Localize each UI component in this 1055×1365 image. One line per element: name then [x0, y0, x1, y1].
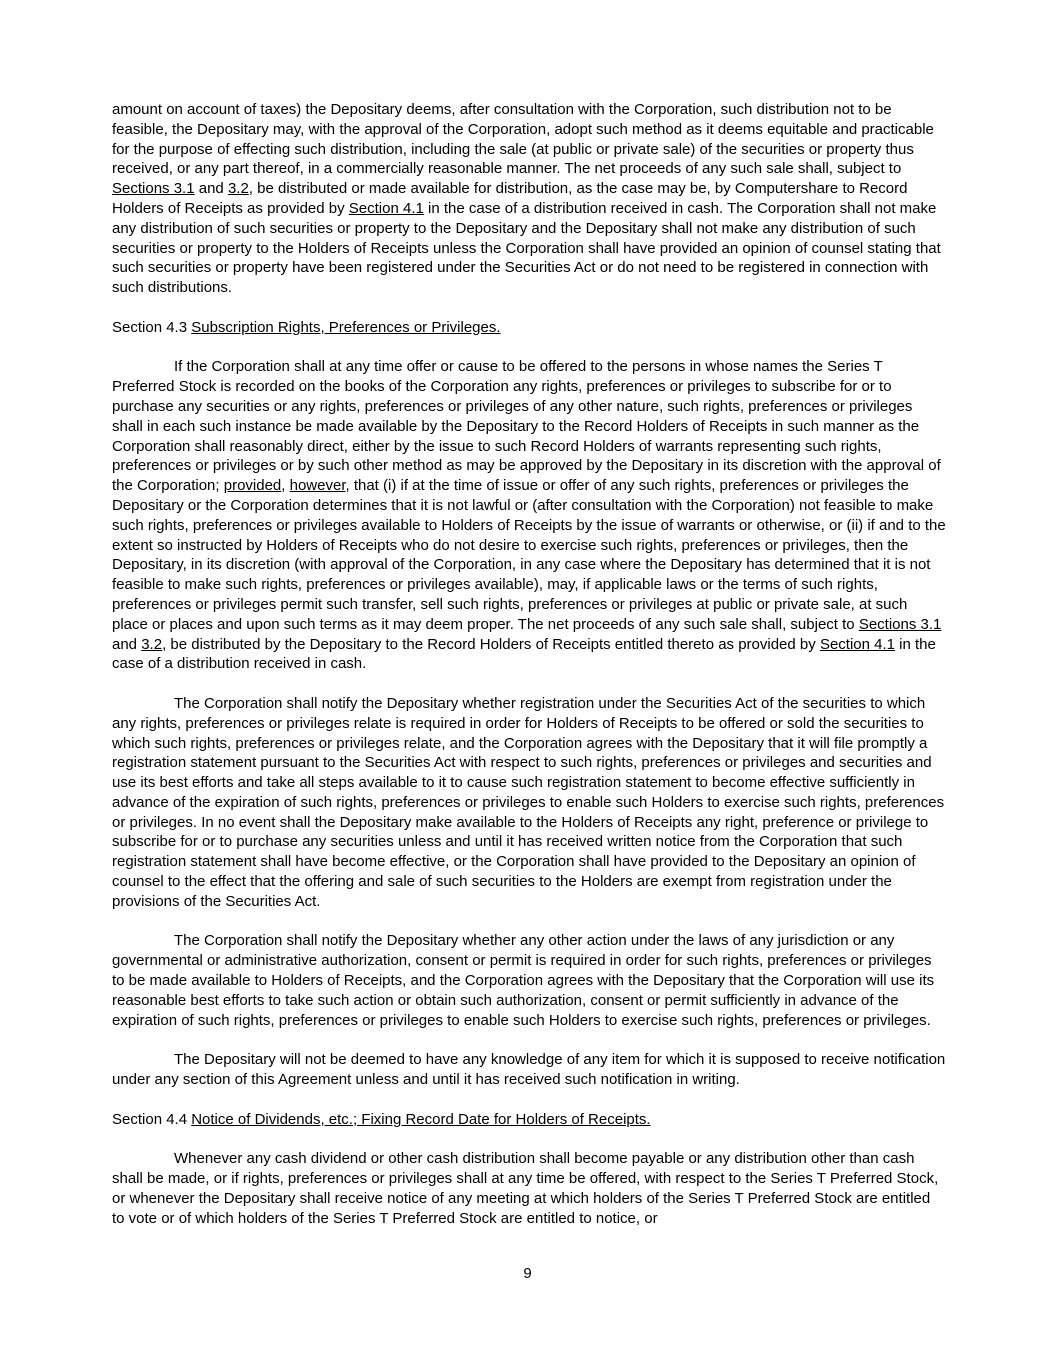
paragraph-notice-of-dividends: Whenever any cash dividend or other cash distribution shall become payable or any distribution other than cash shall be made, or if rights, preferences or privileges shall at any time be offered, with respect to the Series T Preferred Stock, or whenever the Depositary shall receive notice of any meeting at which holders of the Series T Preferred Stock are entitled to vote or of which holders of the Series T Preferred Stock are entitled to notice, or: [112, 1150, 939, 1227]
paragraph-subscription-rights: [112, 357, 946, 674]
page-body: [112, 100, 946, 1248]
section-heading-4-3: [112, 318, 946, 338]
paragraph-text: and: [194, 180, 228, 198]
paragraph-text: in the case of a distribution received in cash.: [112, 635, 936, 673]
section-reference: Sections 3.1: [858, 615, 942, 633]
emphasis-term: provided: [223, 477, 282, 495]
paragraph-knowledge: The Depositary will not be deemed to have any knowledge of any item for which it is supposed to receive notification under any section of this Agreement unless and until it has received such notification in writing.: [112, 1051, 946, 1089]
section-heading-4-4: [112, 1110, 946, 1130]
paragraph-continuation: [112, 100, 946, 298]
paragraph-text: and: [112, 635, 142, 653]
paragraph-text: If the Corporation shall at any time offer or cause to be offered to the persons in whose names the Series T Preferred Stock is recorded on the books of the Corporation any rights, preferences or privileges to subscribe for or to purchase any securities or any rights, preferences or privileges of any other nature, such rights, preferences or privileges shall in each such instance be made available by the Depositary to the Record Holders of Receipts in such manner as the Corporation shall reasonably direct, either by the issue to such Record Holders of warrants representing such rights, preferences or privileges or by such other method as may be approved by the Depositary in its discretion with the approval of the Corporation;: [112, 358, 941, 495]
paragraph-registration: The Corporation shall notify the Depositary whether registration under the Securities Act of the securities to which any rights, preferences or privileges relate is required in order for Holders of Receipts to be offered or sold the securities to which such rights, preferences or privileges relate, and the Corporation agrees with the Depositary that it will file promptly a registration statement pursuant to the Securities Act with respect to such rights, preferences or privileges and securities and use its best efforts and take all steps available to it to cause such registration statement to become effective sufficiently in advance of the expiration of such rights, preferences or privileges to enable such Holders to exercise such rights, preferences or privileges. In no event shall the Depositary make available to the Holders of Receipts any right, preference or privilege to subscribe for or to purchase any securities unless and until it has received written notice from the Corporation that such registration statement shall have become effective, or the Corporation shall have provided to the Depositary an opinion of counsel to the effect that the offering and sale of such securities to the Holders are exempt from registration under the provisions of the Securities Act.: [112, 694, 945, 910]
page-number: 9: [523, 1265, 532, 1282]
section-reference: Sections 3.1: [112, 180, 195, 198]
section-reference: Section 4.1: [819, 635, 895, 653]
emphasis-term: however: [289, 477, 346, 495]
section-reference: 3.2: [141, 635, 163, 653]
section-number: Section 4.3: [112, 318, 192, 336]
paragraph-text: ,: [281, 477, 290, 495]
section-title: Subscription Rights, Preferences or Privileges.: [191, 318, 501, 336]
section-number: Section 4.4: [112, 1110, 192, 1128]
section-reference: 3.2: [227, 180, 249, 198]
paragraph-text: in the case of a distribution received in cash. The Corporation shall not make any distribution of such securities or property to the Depositary and the Depositary shall not make any distribution of such securities or property to the Holders of Receipts unless the Corporation shall have provided an opinion of counsel stating that such securities or property have been registered under the Securities Act or do not need to be registered in connection with such distributions.: [112, 199, 941, 297]
paragraph-text: , be distributed or made available for distribution, as the case may be, by Computershare to Record Holders of Receipts as provided by: [112, 180, 908, 217]
section-title: Notice of Dividends, etc.; Fixing Record Date for Holders of Receipts.: [191, 1110, 651, 1128]
section-reference: Section 4.1: [348, 199, 424, 217]
paragraph-text: , be distributed by the Depositary to the Record Holders of Receipts entitled thereto as provided by: [162, 635, 820, 653]
paragraph-other-action: The Corporation shall notify the Depositary whether any other action under the laws of any jurisdiction or any governmental or administrative authorization, consent or permit is required in order for such rights, preferences or privileges to be made available to Holders of Receipts, and the Corporation agrees with the Depositary that the Corporation will use its reasonable best efforts to take such action or obtain such authorization, consent or permit sufficiently in advance of the expiration of such rights, preferences or privileges to enable such Holders to exercise such rights, preferences or privileges.: [112, 932, 935, 1029]
paragraph-text: amount on account of taxes) the Depositary deems, after consultation with the Corporation, such distribution not to be feasible, the Depositary may, with the approval of the Corporation, adopt such method as it deems equitable and practicable for the purpose of effecting such distribution, including the sale (at public or private sale) of the securities or property thus received, or any part thereof, in a commercially reasonable manner. The net proceeds of any such sale shall, subject to: [112, 101, 934, 178]
paragraph-text: , that (i) if at the time of issue or offer of any such rights, preferences or privileges the Depositary or the Corporation determines that it is not lawful or (after consultation with the Corporation) not feasible to make such rights, preferences or privileges available to Holders of Receipts by the issue of warrants or otherwise, or (ii) if and to the extent so instructed by Holders of Receipts who do not desire to exercise such rights, preferences or privileges, then the Depositary, in its discretion (with approval of the Corporation, in any case where the Depositary has determined that it is not feasible to make such rights, preferences or privileges available), may, if applicable laws or the terms of such rights, preferences or privileges permit such transfer, sell such rights, preferences or privileges at public or private sale, at such place or places and upon such terms as it may deem proper. The net proceeds of any such sale shall, subject to: [112, 477, 946, 633]
